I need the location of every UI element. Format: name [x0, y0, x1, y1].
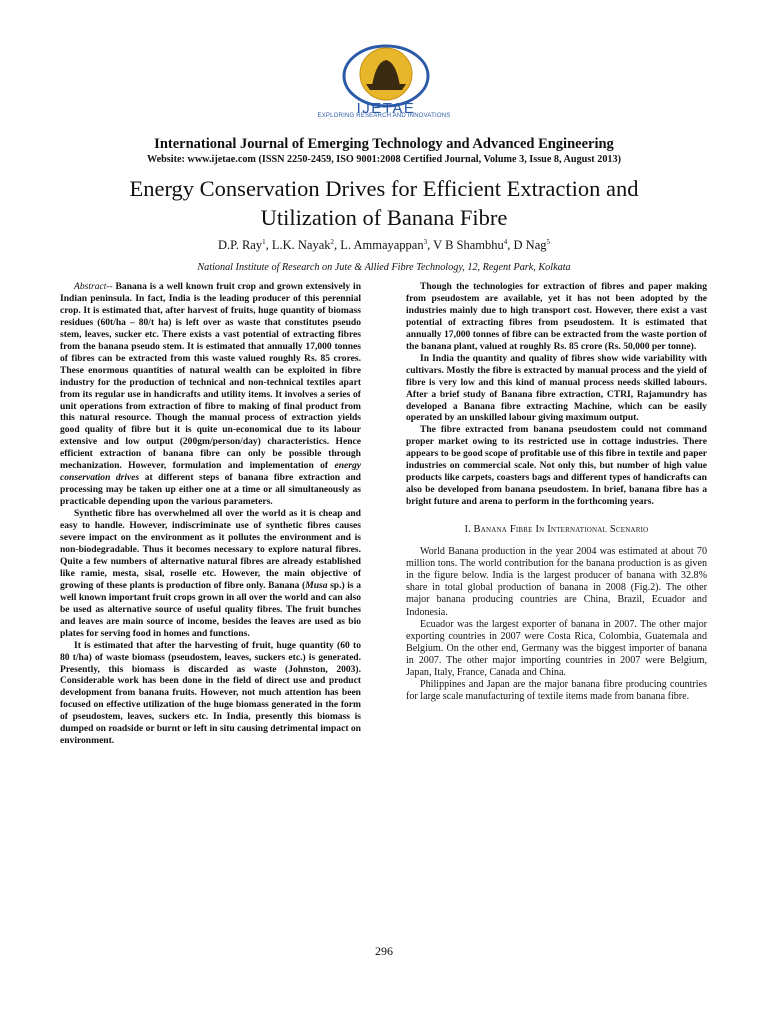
- author-name: L.K. Nayak: [271, 238, 331, 253]
- author-name: D Nag: [513, 238, 547, 253]
- body-paragraph: World Banana production in the year 2004 was estimated at about 70 million tons. The world contribution for the banana production is as given in the figure below. India is the largest producer of banana with 32.8% share in total global production of banana in 2008 (Fig.2). The other major banana producing countries are China, Brazil, Ecuador and Indonesia.: [406, 546, 707, 618]
- body-paragraph: Though the technologies for extraction of fibres and paper making from pseudostem are available, yet it has not been adopted by the industries mainly due to high transport cost. However, there exist a vast potential of extracting fibres from pseudostem. It is estimated that annually 17,000 tonnes of fibre can be extracted from the waste portion of the banana plant, valued at roughly Rs. 85 crore (Rs. 50,000 per tonne).: [406, 281, 707, 352]
- author-affiliation: National Institute of Research on Jute & Allied Fibre Technology, 12, Regent Park, Kolkata: [197, 262, 571, 273]
- body-paragraph: [60, 508, 361, 639]
- author-affiliation-mark: 1: [262, 238, 266, 246]
- paragraph-text: Synthetic fibre has overwhelmed all over the world as it is cheap and easy to handle. However, indiscriminate use of synthetic fibres causes severe impact on the environment as it pollutes the environment and is non-biodegradable. Thus it becomes necessary to explore natural fibres. Quite a few numbers of alternative natural fibres are already established like ramie, mesta, sisal, roselle etc. However, the main objective of growing of these plants is production of fibre only. Banana (: [60, 508, 361, 591]
- body-paragraph: Philippines and Japan are the major banana fibre producing countries for large scale manufacturing of textile items made from banana fibre.: [406, 679, 707, 703]
- abstract-paragraph: [60, 281, 361, 508]
- logo-wordmark: IJETAE: [356, 100, 416, 116]
- logo-emblem-icon: [336, 40, 436, 116]
- abstract-label: Abstract--: [74, 281, 113, 292]
- section-heading: [406, 524, 707, 536]
- author-affiliation-mark: 2: [330, 238, 335, 246]
- author-affiliation-mark: 4: [503, 238, 508, 246]
- abstract-text: at different steps of banana fibre extraction and processing may be taken up either one at a time or all simultaneously as practicable depending upon the various parameters.: [60, 472, 361, 508]
- body-paragraph: In India the quantity and quality of fibres show wide variability with cultivars. Mostly the fibre is extracted by manual process and the yield of fibre is very low and this kind of manual process needs skilled labours. After a brief study of Banana fibre extraction, CTRI, Rajamundry has developed a Banana fibre extracting Machine, which can be easily operated by an unskilled labour giving maximum output.: [406, 352, 707, 424]
- page-number: 296: [375, 944, 393, 958]
- abstract-text: Banana is a well known fruit crop and grown extensively in Indian peninsula. In fact, India is the leading producer of this perennial crop. It is estimated that, after harvest of fruits, huge quantity of biomass residues (60t/ha – 80/t ha) is left over as waste that constitutes pseudo stem, leaves, sucker etc. There exists a vast potential of extracting fibres from the banana pseudo stem. It is estimated that annually 17,000 tonnes of fibres can be extracted from this waste valued roughly Rs. 85 crores. These enormous quantities of natural wealth can be exploited in fibre industry for the production of technical and non-technical textiles apart from its regular use in handicrafts and utility items. It involves a series of unit operations from extraction of fibre to making of final product from this natural resource. Though the manual process of extraction yields good quality of fibre but it is quite un-economical due to its labour extensive and low output (200gm/person/day) characteristics. Hence efficient extraction of banana fibre can only be possible through mechanization. However, formulation and implementation of: [60, 281, 361, 472]
- author-affiliation-mark: 5: [546, 238, 550, 246]
- section-title: Banana Fibre In International Scenario: [473, 524, 649, 536]
- author-name: V B Shambhu: [433, 238, 504, 253]
- author-name: L. Ammayappan: [340, 238, 424, 253]
- section-number: I.: [464, 524, 474, 536]
- author-list: D.P. Ray$^1$, L.K. Nayak$^2$, L. Ammayappan$^3$, V B Shambhu$^4$, D Nag$^5$: [218, 238, 550, 253]
- paragraph-text: sp.) is a well known important fruit crops grown in all over the world and can also be used as alternative source of useful quality fibres. The fruit bunches and leaves are main source of income, besides the leaves are used as bio plates for serving food in homes and functions.: [60, 579, 362, 639]
- logo-tagline: EXPLORING RESEARCH AND INNOVATIONS: [317, 113, 451, 119]
- paper-title-line: Utilization of Banana Fibre: [260, 205, 508, 230]
- body-paragraph: It is estimated that after the harvesting of fruit, huge quantity (60 to 80 t/ha) of waste biomass (pseudostem, leaves, suckers etc.) is generated. Presently, this biomass is discarded as waste (Johnston, 2003). Considerable work has been done in the field of direct use and product development from banana fruits. However, not much attention has been focused on effective utilization of the huge biomass generated in the form of pseudostem, leaves, suckers etc. In India, presently this biomass is dumped on roadside or burnt or left in situ causing detrimental impact on environment.: [60, 639, 361, 747]
- left-column: [60, 281, 361, 747]
- paper-title: [60, 174, 708, 232]
- paper-title-line: Energy Conservation Drives for Efficient Extraction and: [129, 176, 639, 201]
- author-name: D.P. Ray: [218, 238, 263, 253]
- right-column: [406, 281, 707, 703]
- body-paragraph: The fibre extracted from banana pseudostem could not command proper market owing to its restricted use in cottage industries. There appears to be good scope of profitable use of this fibre in textile and paper industries on commercial scale. Not only this, but number of high value products like carpets, coasters bags and different types of handicrafts can also be developed from banana pseudostem. In brief, banana fibre has a bright future and arena to perform in the forthcoming years.: [406, 424, 707, 508]
- species-name: Musa: [305, 579, 328, 591]
- author-affiliation-mark: 3: [423, 238, 428, 246]
- abstract-emphasis: energy conservation drives: [60, 460, 361, 484]
- journal-name: International Journal of Emerging Technology and Advanced Engineering: [154, 136, 614, 152]
- journal-website-line: Website: www.ijetae.com (ISSN 2250-2459, ISO 9001:2008 Certified Journal, Volume 3, Issue 8, August 2013): [147, 154, 621, 165]
- body-paragraph: Ecuador was the largest exporter of banana in 2007. The other major exporting countries in 2007 were Costa Rica, Colombia, Guatemala and Belgium. On the other end, Germany was the biggest importer of banana in 2007. The other major importing countries in 2007 were Belgium, Japan, Italy, France, Canada and China.: [406, 618, 707, 678]
